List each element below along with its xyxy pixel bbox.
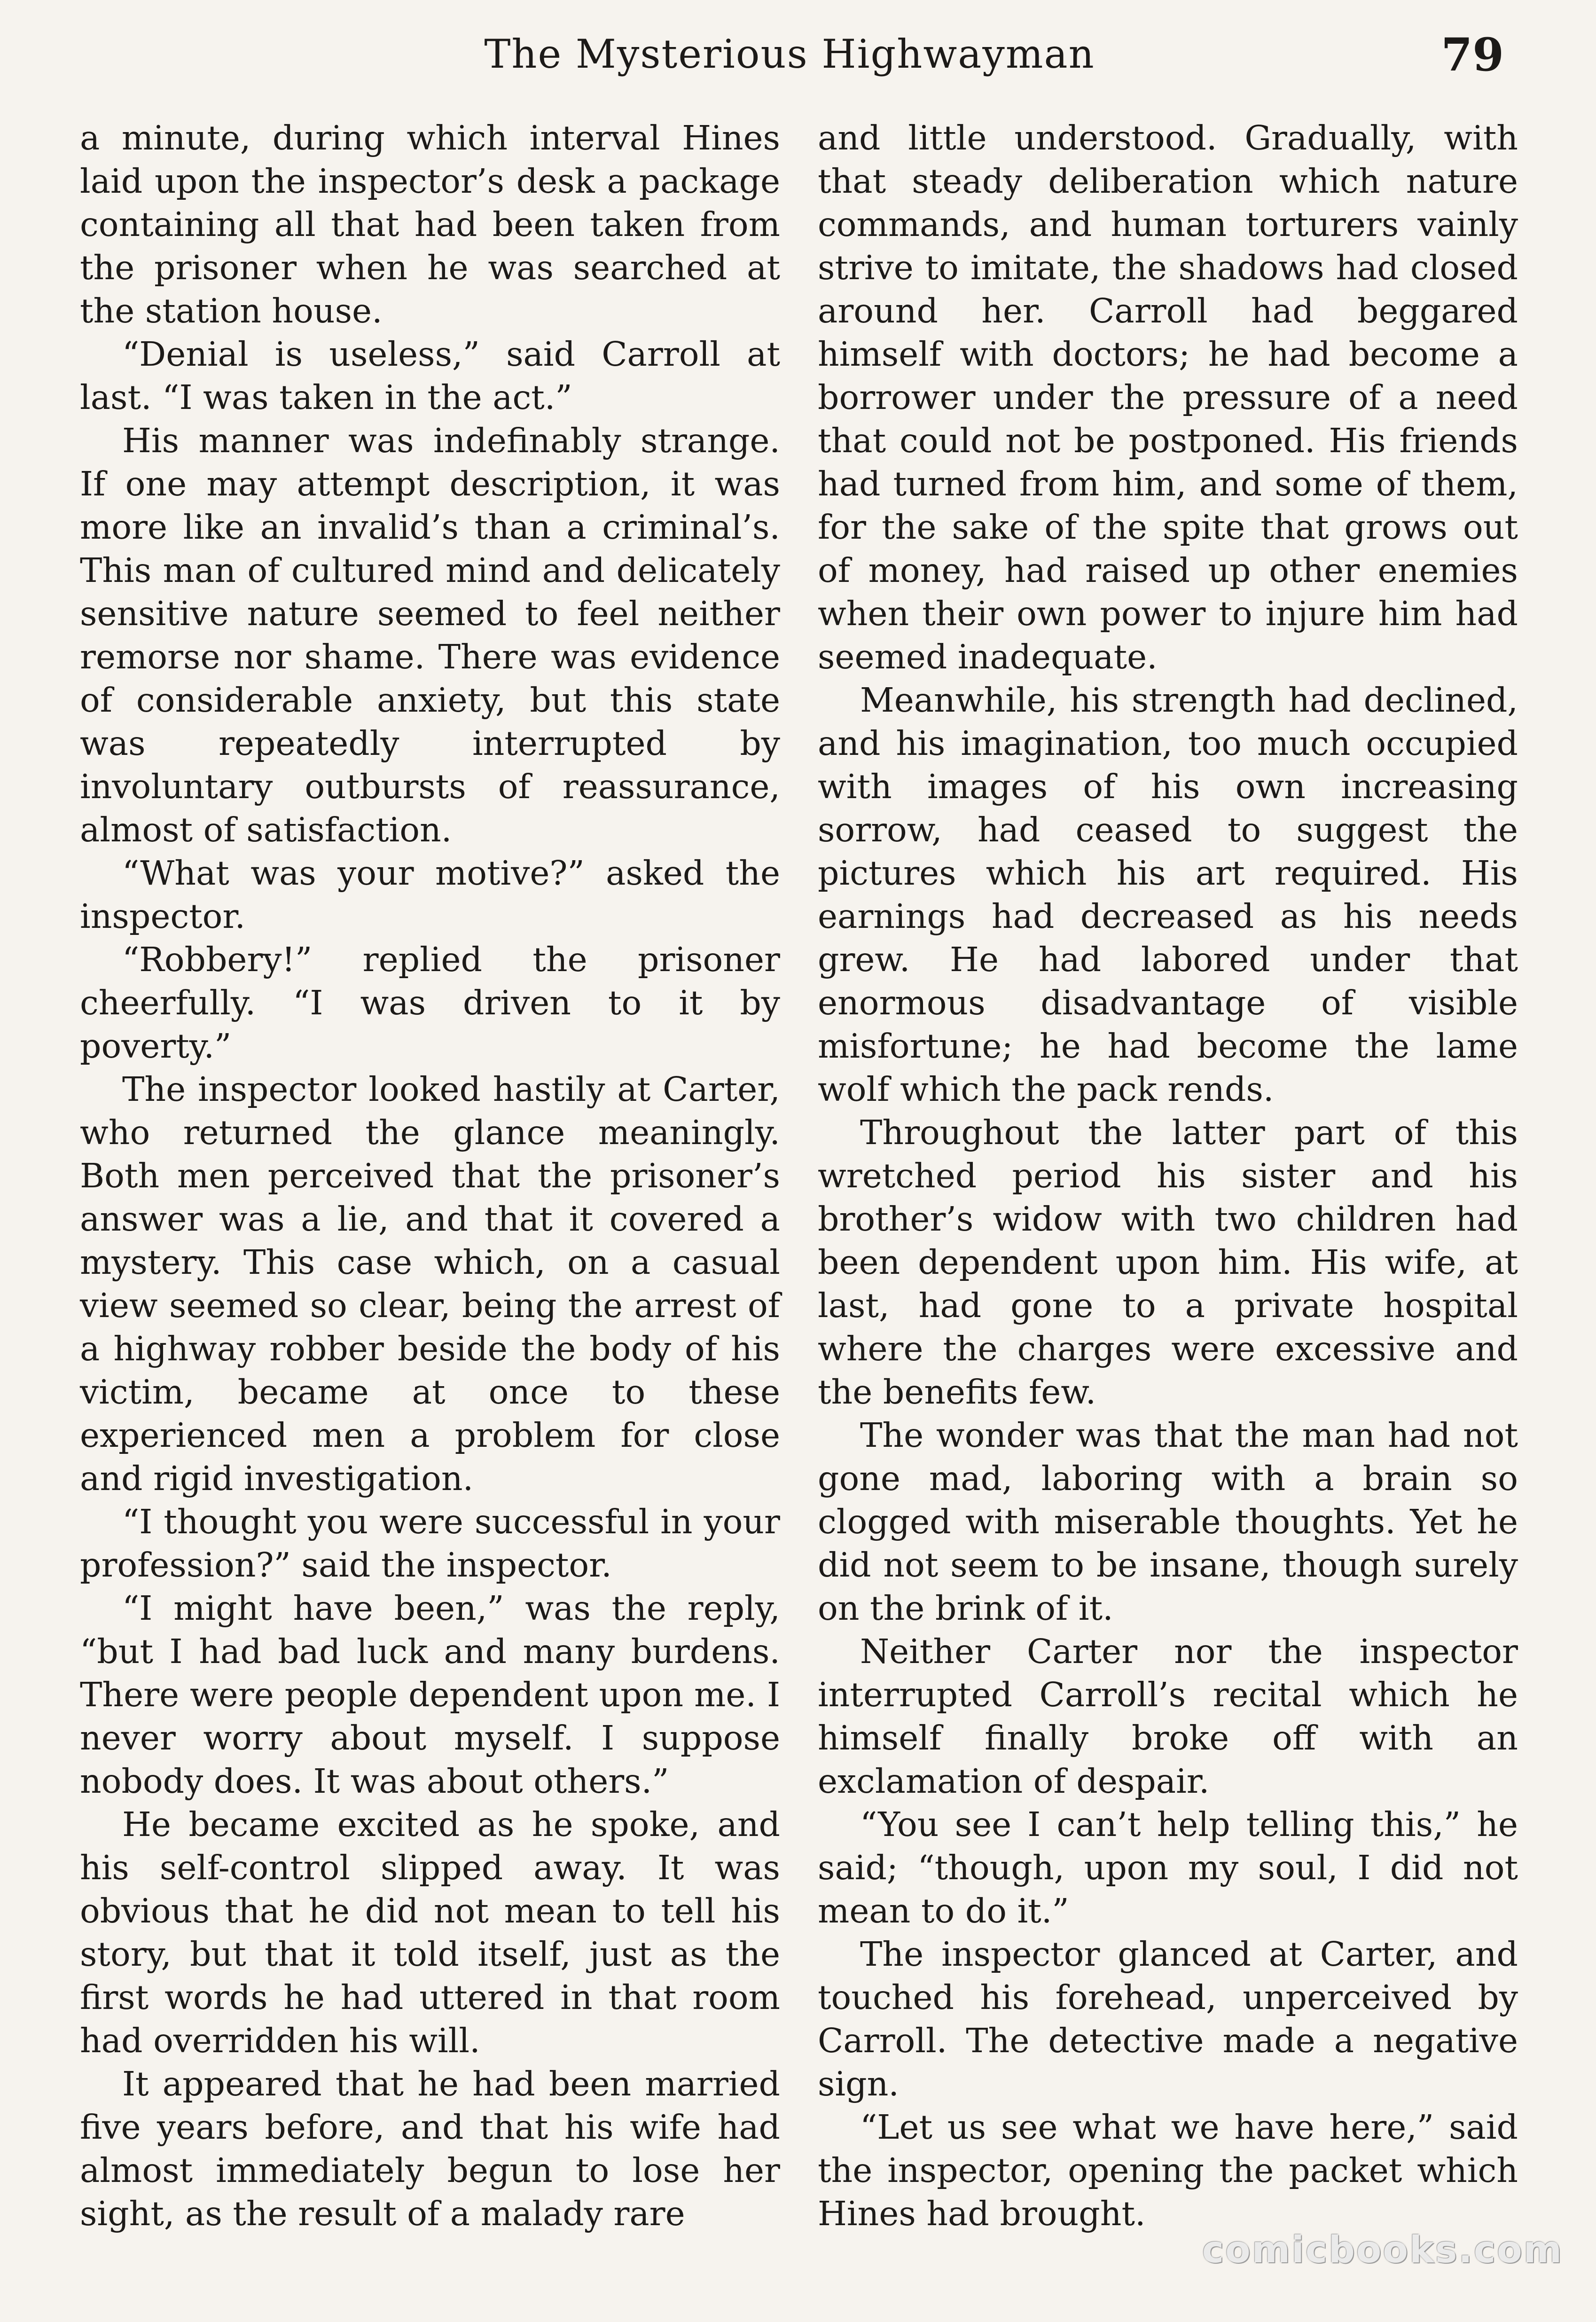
paragraph: The inspector glanced at Carter, and touched his forehead, unperceived by Carroll. The detective made a negative sign. [818, 1935, 1518, 2103]
paragraph: He became excited as he spoke, and his self-control slipped away. It was obvious that he did not mean to tell his story, but that it told itself, just as the first words he had uttered in that room had overridden his will. [80, 1805, 780, 2060]
paragraph: Meanwhile, his strength had declined, and his imagination, too much occupied with images of his own increasing sorrow, had ceased to suggest the pictures which his art required. His earnings had decreased as his needs grew. He had labored under that enormous disadvantage of visible misfortune; he had become the lame wolf which the pack rends. [818, 681, 1518, 1109]
paragraph: “I might have been,” was the reply, “but I had bad luck and many burdens. There were people dependent upon me. I never worry about myself. I suppose nobody does. It was about others.” [80, 1589, 780, 1801]
paragraph: Throughout the latter part of this wretched period his sister and his brother’s widow with two children had been dependent upon him. His wife, at last, had gone to a private hospital where the charges were excessive and the benefits few. [818, 1113, 1518, 1412]
paragraph: “You see I can’t help telling this,” he said; “though, upon my soul, I did not mean to do it.” [818, 1805, 1518, 1930]
right-column [818, 117, 1518, 2236]
paragraph: The inspector looked hastily at Carter, who returned the glance meaningly. Both men perceived that the prisoner’s answer was a lie, and that it covered a mystery. This case which, on a casual view seemed so clear, being the arrest of a highway robber beside the body of his victim, became at once to these experienced men a problem for close and rigid investigation. [80, 1070, 780, 1498]
paragraph: “Let us see what we have here,” said the inspector, opening the packet which Hines had brought. [818, 2108, 1518, 2233]
paragraph: Neither Carter nor the inspector interrupted Carroll’s recital which he himself finally broke off with an exclamation of despair. [818, 1632, 1518, 1801]
paragraph: His manner was indefinably strange. If one may attempt description, it was more like an invalid’s than a criminal’s. This man of cultured mind and delicately sensitive nature seemed to feel neither remorse nor shame. There was evidence of considerable anxiety, but this state was repeatedly interrupted by involuntary outbursts of reassurance, almost of satisfaction. [80, 421, 780, 849]
paragraph: a minute, during which interval Hines laid upon the inspector’s desk a package containing all that had been taken from the prisoner when he was searched at the station house. [80, 118, 780, 330]
page-header [75, 23, 1504, 98]
paragraph: It appeared that he had been married five years before, and that his wife had almost immediately begun to lose her sight, as the result of a malady rare [80, 2064, 780, 2233]
paragraph: “What was your motive?” asked the inspector. [80, 854, 780, 936]
watermark: comicbooks.com [1202, 2229, 1563, 2271]
paragraph: “Robbery!” replied the prisoner cheerfully. “I was driven to it by poverty.” [80, 940, 780, 1066]
paragraph: and little understood. Gradually, with that steady deliberation which nature commands, and human torturers vainly strive to imitate, the shadows had closed around her. Carroll had beggared himself with doctors; he had become a borrower under the pressure of a need that could not be postponed. His friends had turned from him, and some of them, for the sake of the spite that grows out of money, had raised up other enemies when their own power to injure him had seemed inadequate. [818, 118, 1518, 676]
paragraph: “I thought you were successful in your profession?” said the inspector. [80, 1502, 780, 1585]
text-columns [80, 117, 1518, 2236]
page-number: 79 [1441, 28, 1504, 81]
running-title: The Mysterious Highwayman [484, 31, 1095, 77]
left-column [80, 117, 780, 2236]
paragraph: “Denial is useless,” said Carroll at last. “I was taken in the act.” [80, 335, 780, 417]
paragraph: The wonder was that the man had not gone mad, laboring with a brain so clogged with miserable thoughts. Yet he did not seem to be insane, though surely on the brink of it. [818, 1416, 1518, 1628]
